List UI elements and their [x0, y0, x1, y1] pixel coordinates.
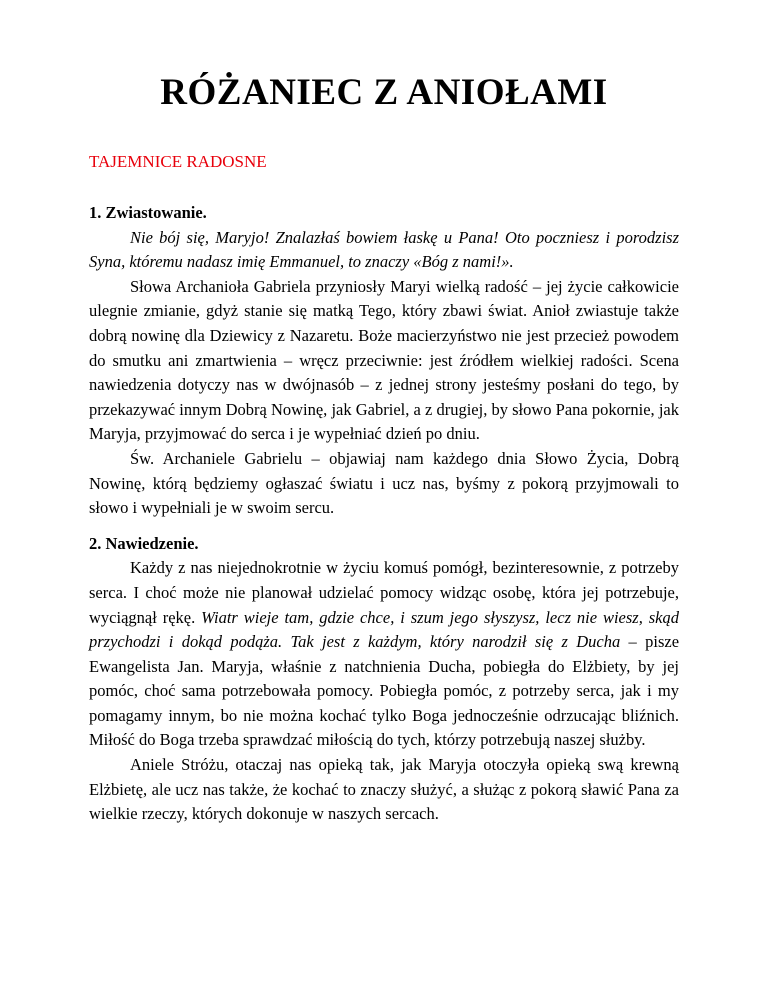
- document-body: [89, 201, 679, 827]
- mystery-1-quote-text: Nie bój się, Maryjo! Znalazłaś bowiem łaskę u Pana! Oto poczniesz i porodzisz Syna, któremu nadasz imię Emmanuel, to znaczy «Bóg z nami!».: [89, 227, 679, 272]
- mystery-1-paragraph: Słowa Archanioła Gabriela przyniosły Maryi wielką radość – jej życie całkowicie ulegnie zmianie, gdyż stanie się matką Tego, który zbawi świat. Anioł zwiastuje także dobrą nowinę dla Dziewicy z Nazaretu. Boże macierzyństwo nie jest przecież powodem do smutku ani zmartwienia – wręcz przeciwnie: jest źródłem wielkiej radości. Scena nawiedzenia dotyczy nas w dwójnasób – z jednej strony jesteśmy posłani do tego, by przekazywać innym Dobrą Nowinę, jak Gabriel, a z drugiej, by słowo Pana pokornie, jak Maryja, przyjmować do serca i je wypełniać dzień po dniu.: [89, 276, 679, 444]
- mystery-1-prayer: Św. Archaniele Gabrielu – objawiaj nam każdego dnia Słowo Życia, Dobrą Nowinę, którą będziemy ogłaszać światu i ucz nas, byśmy z pokorą przyjmowali to słowo i wypełniali je w swoim sercu.: [89, 448, 679, 518]
- mystery-1-heading: 1. Zwiastowanie.: [89, 203, 207, 222]
- mystery-2-paragraph: [89, 556, 679, 753]
- mystery-2-paragraph-start: Każdy z nas niejednokrotnie w życiu komuś pomógł, bezinteresownie, z potrzeby serca. I choć może nie planował udzielać pomocy widząc osobę, która jej potrzebuje, wyciągnął rękę.: [89, 558, 679, 627]
- mystery-2-prayer: Aniele Stróżu, otaczaj nas opieką tak, jak Maryja otoczyła opieką swą krewną Elżbietę, ale ucz nas także, że kochać to znaczy służyć, a służąc z pokorą sławić Pana za wielkie rzeczy, których dokonuje w naszych sercach.: [89, 755, 679, 824]
- mystery-2-heading: 2. Nawiedzenie.: [89, 533, 199, 553]
- section-title: TAJEMNICE RADOSNE: [89, 152, 267, 171]
- mystery-2-paragraph-end: – pisze Ewangelista Jan. Maryja, właśnie z natchnienia Ducha, pobiegła do Elżbiety, by jej pomóc, choć sama potrzebowała pomocy. Pobiegła pomóc, z potrzeby serca, jak i my pomagamy innym, bo nie można kochać tylko Boga jednocześnie odrzucając bliźnich. Miłość do Boga trzeba sprawdzać miłością do tych, którzy potrzebują naszej służby.: [89, 632, 680, 750]
- mystery-1-quote: [89, 226, 679, 275]
- document-title: RÓŻANIEC Z ANIOŁAMI: [160, 72, 608, 113]
- mystery-2-gospel-quote: Wiatr wieje tam, gdzie chce, i szum jego słyszysz, lecz nie wiesz, skąd przychodzi i dokąd podąża. Tak jest z każdym, który narodził się z Ducha: [89, 607, 679, 652]
